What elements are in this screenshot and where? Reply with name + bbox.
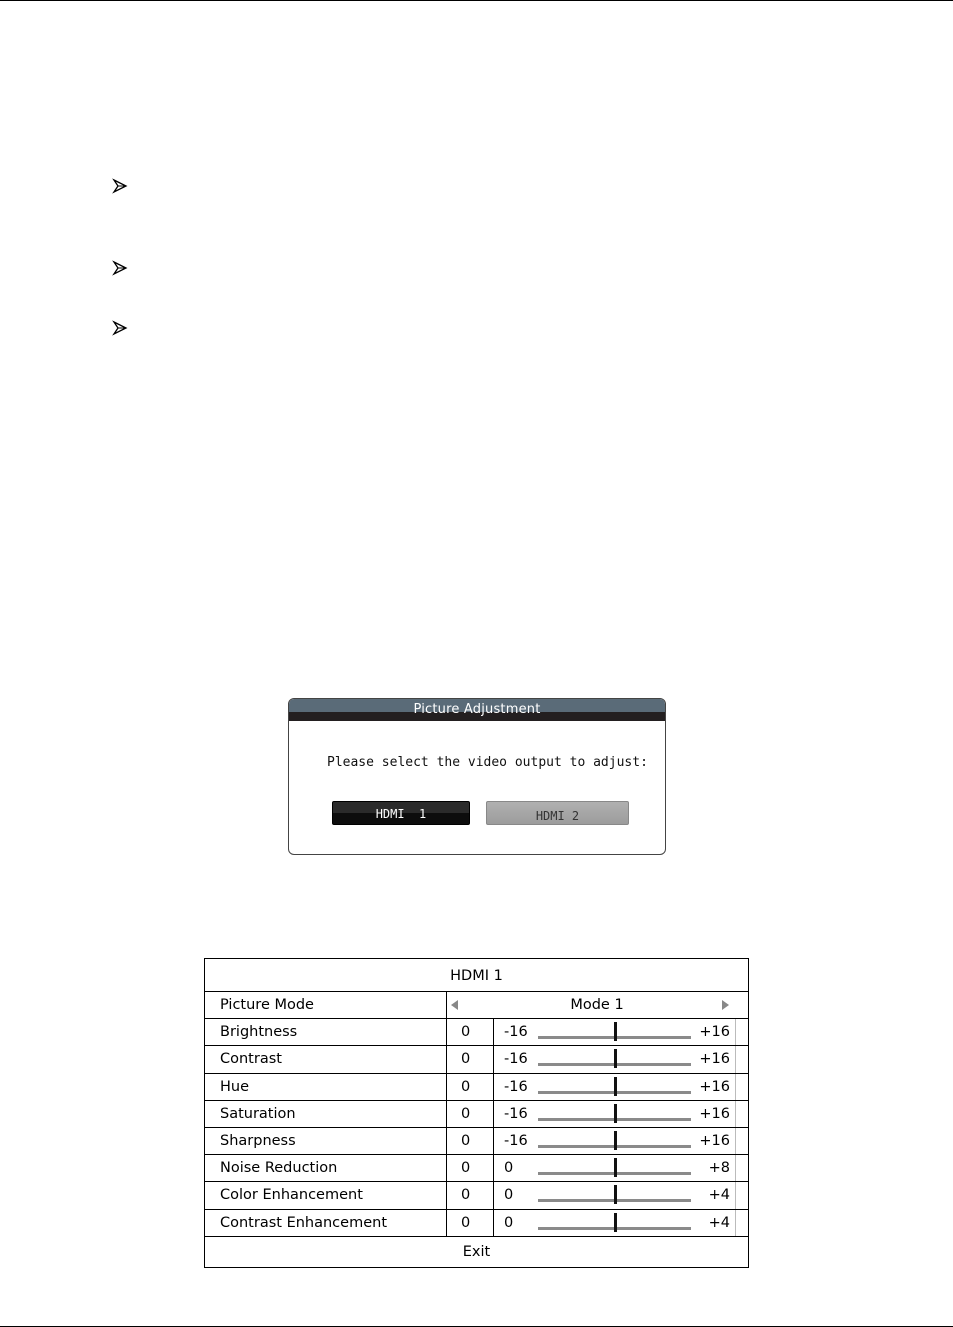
column-divider (493, 1101, 494, 1127)
column-divider (446, 1101, 447, 1127)
column-divider (446, 1182, 447, 1208)
top-rule (0, 0, 953, 1)
arrowhead-bullet-icon (112, 260, 128, 276)
setting-value: 0 (461, 1105, 471, 1122)
setting-min: 0 (504, 1214, 514, 1231)
column-divider (735, 1155, 736, 1181)
setting-value: 0 (461, 1132, 471, 1149)
setting-label: Color Enhancement (220, 1187, 363, 1204)
column-divider (446, 1128, 447, 1154)
setting-row-contrast-enhancement[interactable] (205, 1210, 748, 1237)
setting-row-hue[interactable] (205, 1074, 748, 1101)
hdmi-2-button[interactable]: HDMI 2 (486, 801, 629, 825)
column-divider (493, 1046, 494, 1072)
exit-button[interactable]: Exit (462, 1243, 491, 1260)
setting-min: -16 (504, 1024, 528, 1041)
setting-max: +4 (708, 1187, 730, 1204)
column-divider (493, 1182, 494, 1208)
column-divider (735, 1019, 736, 1045)
column-divider (446, 1019, 447, 1045)
setting-value: 0 (461, 1187, 471, 1204)
setting-value: 0 (461, 1160, 471, 1177)
column-divider (493, 1128, 494, 1154)
setting-max: +16 (699, 1078, 730, 1095)
setting-min: -16 (504, 1078, 528, 1095)
slider-thumb[interactable] (614, 1049, 617, 1068)
column-divider (735, 1046, 736, 1072)
setting-max: +16 (699, 1051, 730, 1068)
setting-label: Sharpness (220, 1132, 296, 1149)
column-divider (493, 1074, 494, 1100)
column-divider (735, 1182, 736, 1208)
column-divider (735, 1074, 736, 1100)
setting-label: Hue (220, 1078, 250, 1095)
setting-min: 0 (504, 1187, 514, 1204)
arrowhead-bullet-icon (112, 320, 128, 336)
setting-row-color-enhancement[interactable] (205, 1182, 748, 1209)
slider-thumb[interactable] (614, 1158, 617, 1177)
arrowhead-bullet-icon (112, 178, 128, 194)
column-divider (493, 1210, 494, 1236)
column-divider (493, 1155, 494, 1181)
slider-thumb[interactable] (614, 1213, 617, 1232)
picture-mode-row[interactable] (205, 992, 748, 1019)
setting-value: 0 (461, 1024, 471, 1041)
setting-label: Contrast Enhancement (220, 1214, 387, 1231)
setting-label: Contrast (220, 1051, 282, 1068)
picture-mode-label: Picture Mode (220, 997, 314, 1013)
setting-min: -16 (504, 1132, 528, 1149)
column-divider (735, 1128, 736, 1154)
picture-adjustment-dialog (288, 698, 666, 855)
setting-value: 0 (461, 1051, 471, 1068)
setting-max: +16 (699, 1024, 730, 1041)
setting-row-noise-reduction[interactable] (205, 1155, 748, 1182)
setting-label: Saturation (220, 1105, 296, 1122)
slider-thumb[interactable] (614, 1104, 617, 1123)
setting-max: +16 (699, 1132, 730, 1149)
column-divider (446, 1046, 447, 1072)
setting-max: +4 (708, 1214, 730, 1231)
column-divider (446, 1210, 447, 1236)
column-divider (446, 1155, 447, 1181)
setting-max: +8 (708, 1160, 730, 1177)
setting-max: +16 (699, 1105, 730, 1122)
column-divider (493, 1019, 494, 1045)
slider-thumb[interactable] (614, 1077, 617, 1096)
setting-row-sharpness[interactable] (205, 1128, 748, 1155)
setting-min: -16 (504, 1051, 528, 1068)
setting-min: 0 (504, 1160, 514, 1177)
setting-label: Noise Reduction (220, 1160, 338, 1177)
column-divider (446, 1074, 447, 1100)
hdmi-1-button[interactable]: HDMI 1 (332, 801, 470, 825)
settings-title: HDMI 1 (205, 959, 748, 992)
setting-label: Brightness (220, 1024, 298, 1041)
triangle-right-icon[interactable] (722, 1000, 729, 1010)
setting-min: -16 (504, 1105, 528, 1122)
hdmi-settings-table (204, 958, 749, 1268)
setting-value: 0 (461, 1078, 471, 1095)
column-divider (735, 1101, 736, 1127)
slider-thumb[interactable] (614, 1022, 617, 1041)
slider-thumb[interactable] (614, 1185, 617, 1204)
dialog-prompt: Please select the video output to adjust: (327, 755, 648, 770)
dialog-title: Picture Adjustment (289, 699, 665, 721)
column-divider (735, 1210, 736, 1236)
setting-row-brightness[interactable] (205, 1019, 748, 1046)
picture-mode-value: Mode 1 (570, 997, 624, 1013)
setting-value: 0 (461, 1214, 471, 1231)
slider-thumb[interactable] (614, 1131, 617, 1150)
setting-row-contrast[interactable] (205, 1046, 748, 1073)
setting-row-saturation[interactable] (205, 1101, 748, 1128)
